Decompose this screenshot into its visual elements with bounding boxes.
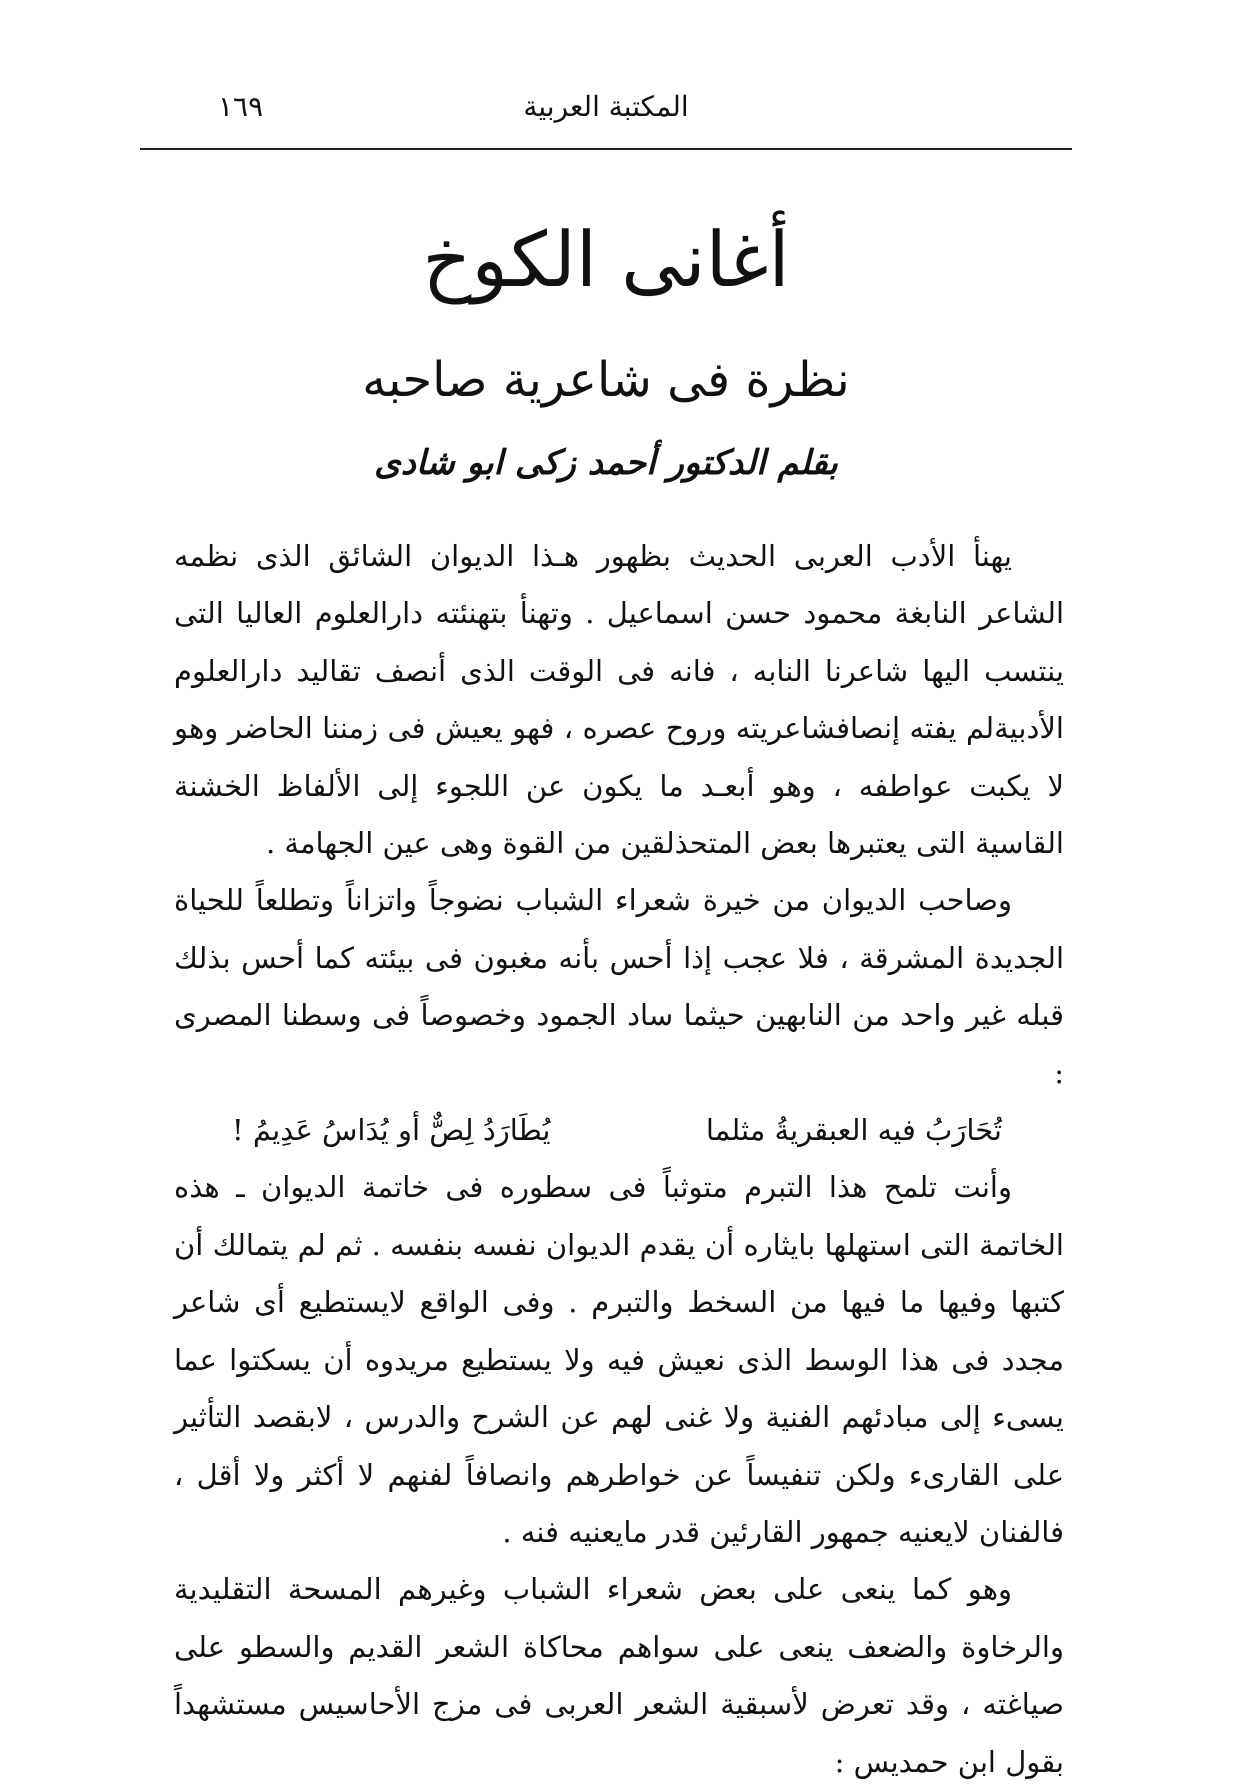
article-subtitle: نظرة فى شاعرية صاحبه xyxy=(362,352,850,408)
journal-title: المكتبة العربية xyxy=(523,90,689,123)
paragraph-4: وهو كما ينعى على بعض شعراء الشباب وغيرهم المسحة التقليدية والرخاوة والضعف ينعى على سواهم محاكاة الشعر القديم والسطو على صياغته ، وقد تعرض لأسبقية الشعر العربى فى مزج الأحاسيس مستشهداً بقول ابن حمديس : xyxy=(174,1572,1064,1779)
header-divider xyxy=(140,148,1072,150)
paragraph-1: يهنأ الأدب العربى الحديث بظهور هـذا الديوان الشائق الذى نظمه الشاعر النابغة محمود حسن اسماعيل . وتهنأ بتهنئته دارالعلوم العاليا التى ينتسب اليها شاعرنا النابه ، فانه فى الوقت الذى أنصف تقاليد دارالعلوم الأدبيةلم يفته إنصافشاعريته وروح عصره ، فهو يعيش فى زمننا الحاضر وهو لا يكبت عواطفه ، وهو أبعـد ما يكون عن اللجوء إلى الألفاظ الخشنة القاسية التى يعتبرها بعض المتحذلقين من القوة وهى عين الجهامة . xyxy=(174,539,1064,861)
paragraph-2: وصاحب الديوان من خيرة شعراء الشباب نضوجاً واتزاناً وتطلعاً للحياة الجديدة المشرقة ، فلا عجب إذا أحس بأنه مغبون فى بيئته كما أحس بذلك قبله غير واحد من النابهين حيثما ساد الجمود وخصوصاً فى وسطنا المصرى : xyxy=(174,883,1064,1090)
article-title: أغانى الكوخ xyxy=(422,215,790,304)
verse-second-hemistich: يُطَارَدُ لِصٌّ أو يُدَاسُ عَدِيمُ ! xyxy=(232,1113,551,1148)
verse-first-hemistich: تُحَارَبُ فيه العبقريةُ مثلما xyxy=(705,1113,1002,1148)
page-number: ١٦٩ xyxy=(218,90,264,123)
article-body xyxy=(174,528,1064,1791)
running-header xyxy=(140,82,1072,142)
poetry-verse xyxy=(174,1102,1064,1159)
paragraph-3: وأنت تلمح هذا التبرم متوثباً فى سطوره فى خاتمة الديوان ـ هذه الخاتمة التى استهلها بايثاره أن يقدم الديوان نفسه بنفسه . ثم لم يتمالك أن كتبها وفيها ما فيها من السخط والتبرم . وفى الواقع لايستطيع أى شاعر مجدد فى هذا الوسط الذى نعيش فيه ولا يستطيع مريدوه أن يسكتوا عما يسىء إلى مبادئهم الفنية ولا غنى لهم عن الشرح والدرس ، لابقصد التأثير على القارىء ولكن تنفيساً عن خواطرهم وانصافاً لفنهم لا أكثر ولا أقل ، فالفنان لايعنيه جمهور القارئين قدر مايعنيه فنه . xyxy=(174,1170,1064,1549)
article-byline: بقلم الدكتور أحمد زكى ابو شادى xyxy=(374,443,838,483)
